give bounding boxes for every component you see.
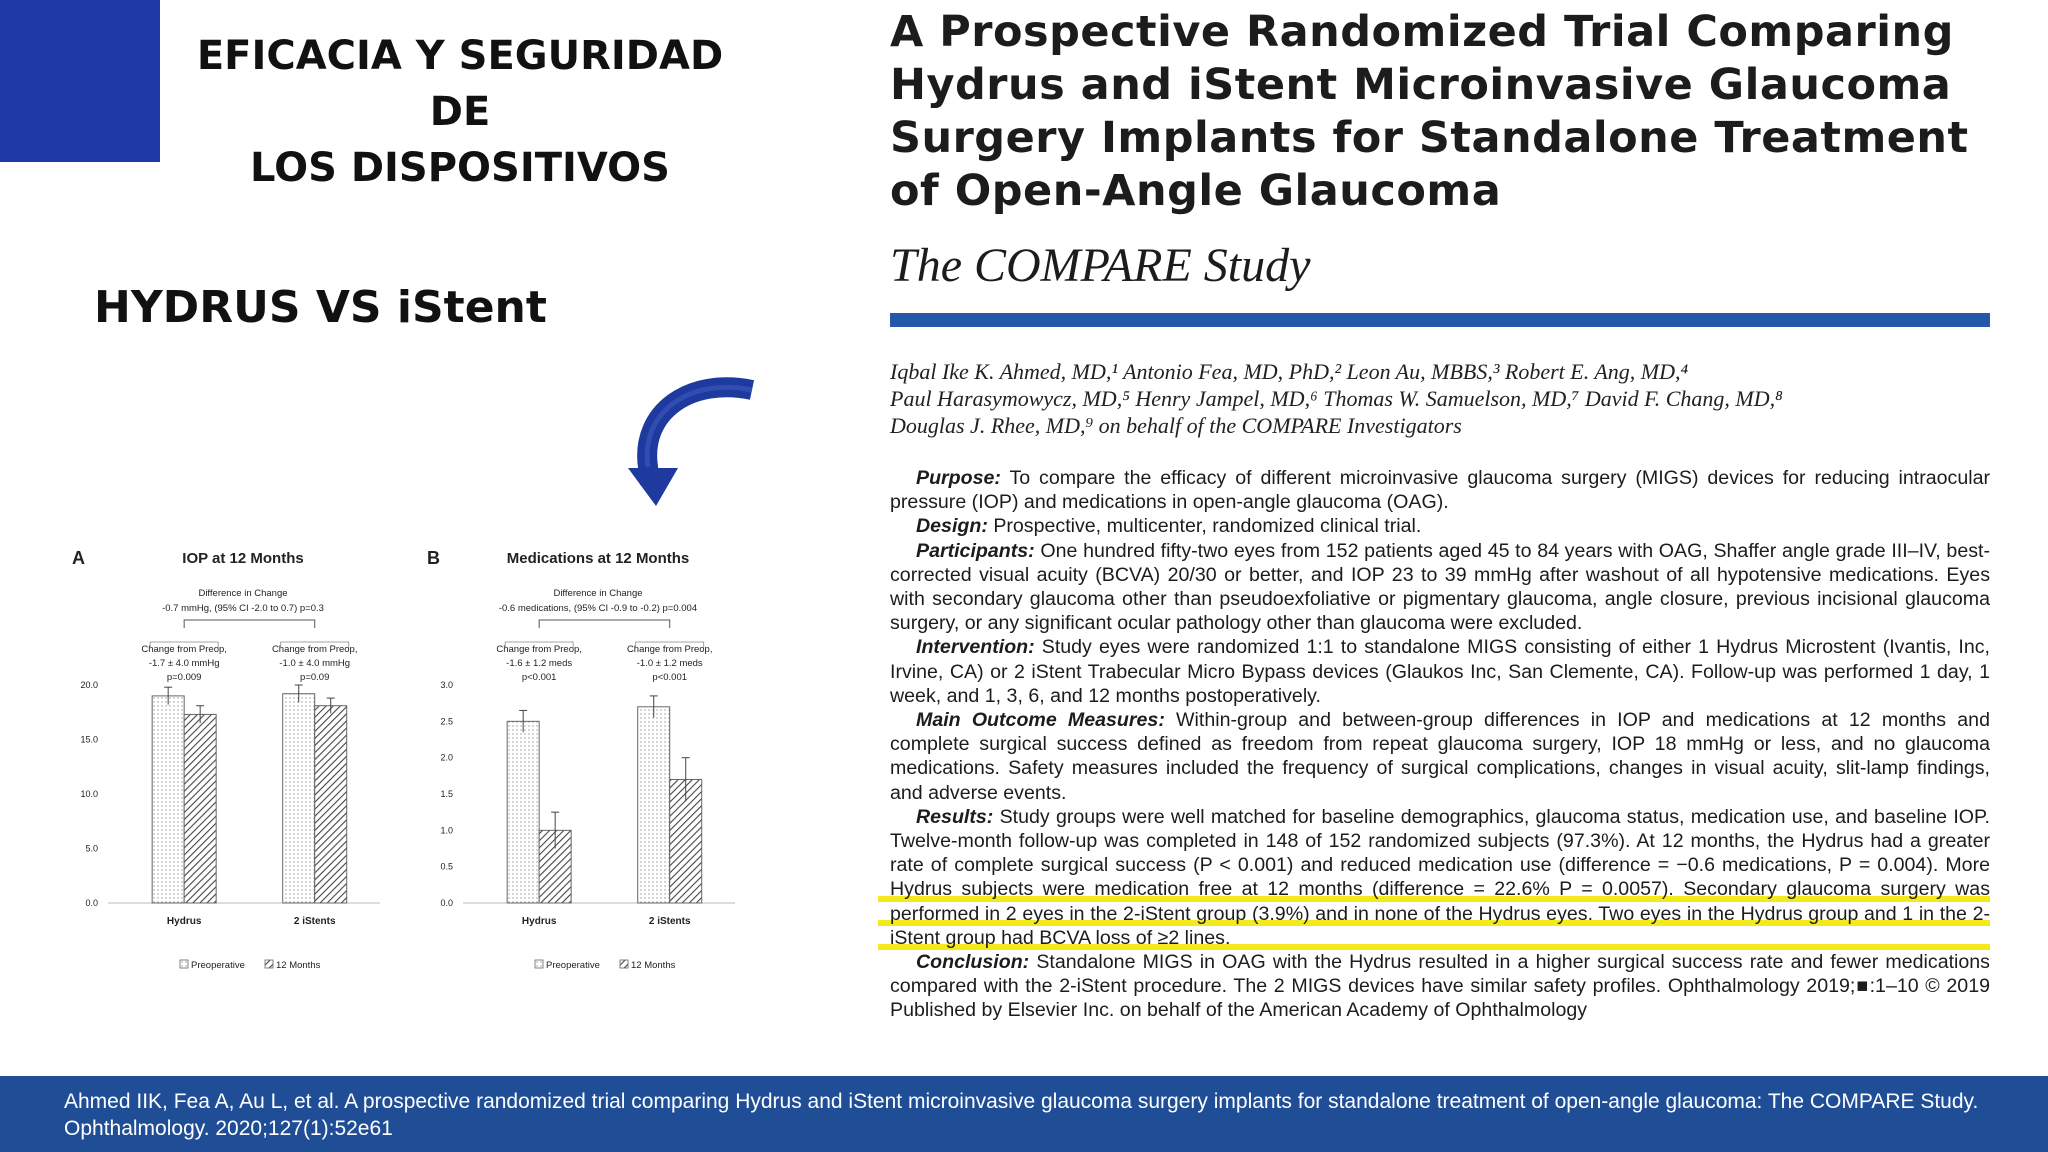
change-annotation: Change from Preop,: [496, 644, 582, 655]
abstract-text: To compare the efficacy of different microinvasive glaucoma surgery (MIGS) devices for reducing intraocular pressure (IOP) and medications in open-angle glaucoma (OAG).: [890, 467, 1990, 514]
legend-swatch: [620, 960, 628, 968]
y-tick-label: 5.0: [85, 843, 98, 854]
y-tick-label: 2.0: [440, 752, 453, 763]
bar-12-months: [315, 706, 347, 903]
y-tick-label: 0.0: [440, 898, 453, 908]
abstract-section: [890, 805, 1990, 950]
abstract-text: Prospective, multicenter, randomized clinical trial.: [993, 515, 1422, 538]
author-line: Paul Harasymowycz, MD,⁵ Henry Jampel, MD,⁶ Thomas W. Samuelson, MD,⁷ David F. Chang, MD,⁸: [890, 386, 1783, 411]
abstract-label: Conclusion:: [916, 951, 1030, 974]
abstract-text: Within-group and between-group differences in IOP and medications at 12 months and complete surgical success defined as freedom from repeat glaucoma surgery, IOP 18 mmHg or less, and no glaucoma medications. Safety measures included the frequency of surgical complications, changes in visual acuity, slit-lamp findings, and adverse events.: [890, 709, 1990, 804]
abstract-section: [890, 514, 1990, 538]
category-label: 2 iStents: [293, 916, 336, 927]
abstract-label: Participants:: [916, 539, 1035, 562]
abstract-section: [890, 708, 1990, 805]
paper-subtitle: The COMPARE Study: [890, 239, 1311, 292]
bar-preoperative: [638, 707, 670, 903]
paper-title-line: Surgery Implants for Standalone Treatment: [890, 113, 1969, 163]
chart-svg: [415, 540, 745, 980]
legend-label: Preoperative: [546, 960, 600, 971]
difference-value: -0.6 medications, (95% CI -0.9 to -0.2) p=0.004: [498, 603, 698, 614]
change-annotation: Change from Preop,: [271, 644, 358, 655]
abstract-section: [890, 466, 1990, 514]
paper-divider: [890, 313, 1990, 327]
y-tick-label: 3.0: [440, 680, 453, 690]
comparison-subtitle: HYDRUS VS iStent: [94, 282, 547, 333]
abstract-label: Design:: [916, 515, 988, 538]
y-tick-label: 1.0: [440, 825, 453, 836]
change-annotation: p=0.09: [300, 672, 330, 683]
legend-label: Preoperative: [191, 960, 245, 971]
curved-arrow-icon: [620, 372, 770, 522]
bar-preoperative: [283, 694, 315, 903]
bar-preoperative: [152, 696, 184, 903]
slide-title-line: EFICACIA Y SEGURIDAD DE: [196, 33, 724, 135]
author-list: [890, 358, 2010, 439]
author-line: Douglas J. Rhee, MD,⁹ on behalf of the COMPARE Investigators: [890, 413, 1462, 438]
change-annotation: p<0.001: [652, 672, 688, 683]
change-annotation: -1.7 ± 4.0 mmHg: [148, 658, 220, 669]
category-label: Hydrus: [166, 916, 202, 927]
slide-title: [160, 28, 760, 196]
bar-12-months: [184, 714, 216, 903]
slide-title-line: LOS DISPOSITIVOS: [250, 145, 670, 191]
y-tick-label: 1.5: [440, 789, 453, 799]
accent-block: [0, 0, 160, 162]
abstract-label: Purpose:: [916, 467, 1001, 489]
change-annotation: Change from Preop,: [141, 644, 227, 655]
abstract-section: [890, 950, 1990, 1023]
paper-title: [890, 6, 2000, 218]
abstract-text: Study groups were well matched for baseline demographics, glaucoma status, medication use, and baseline IOP. Twelve-month follow-up was completed in 148 of 152 randomized subjects (97.3%). At 12 months, the Hydrus had a greater rate of complete surgical success (P < 0.001) and reduced medication use (difference = −0.6 medications, P = 0.004). More Hydrus subjects were medication free at 12 months (difference = 22.6% P = 0.0057). Secondary glaucoma surgery was performed in 2 eyes in the 2-iStent group (3.9%) and in none of the Hydrus eyes. Two eyes in the Hydrus group and 1 in the 2-iStent group had BCVA loss of ≥2 lines.: [890, 805, 1990, 949]
category-label: 2 iStents: [648, 916, 691, 927]
iop-chart: [60, 540, 390, 980]
bar-preoperative: [507, 721, 539, 903]
paper-title-line: Hydrus and iStent Microinvasive Glaucoma: [890, 60, 1952, 110]
abstract-text: Standalone MIGS in OAG with the Hydrus resulted in a higher surgical success rate and fewer medications compared with the 2-iStent procedure. The 2 MIGS devices have similar safety profiles. Ophthalmology 2019;■:1–10 © 2019 Published by Elsevier Inc. on behalf of the American Academy of Ophthalmology: [890, 951, 1990, 1022]
legend-swatch: [180, 960, 188, 968]
author-line: Iqbal Ike K. Ahmed, MD,¹ Antonio Fea, MD, PhD,² Leon Au, MBBS,³ Robert E. Ang, MD,⁴: [890, 359, 1689, 384]
panel-letter: A: [72, 548, 85, 568]
abstract-section: [890, 539, 1990, 636]
y-tick-label: 2.5: [440, 716, 453, 727]
y-tick-label: 0.0: [85, 898, 98, 908]
abstract: [890, 466, 1990, 1023]
legend-label: 12 Months: [631, 960, 676, 971]
paper-title-line: A Prospective Randomized Trial Comparing: [890, 7, 1954, 57]
legend-swatch: [535, 960, 543, 968]
abstract-text: One hundred fifty-two eyes from 152 patients aged 45 to 84 years with OAG, Shaffer angle grade III–IV, best-corrected visual acuity (BCVA) 20/30 or better, and IOP 23 to 39 mmHg after washout of all hypotensive medications. Eyes with secondary glaucoma other than pseudoexfoliative or pigmentary glaucoma, angle closure, previous incisional glaucoma surgery, or any significant ocular pathology other than glaucoma were excluded.: [890, 539, 1990, 635]
abstract-label: Intervention:: [916, 636, 1035, 659]
citation-footer: [0, 1076, 2048, 1152]
paper-title-line: of Open-Angle Glaucoma: [890, 166, 1502, 216]
legend-swatch: [265, 960, 273, 968]
category-label: Hydrus: [521, 916, 557, 927]
difference-value: -0.7 mmHg, (95% CI -2.0 to 0.7) p=0.3: [162, 603, 324, 614]
y-tick-label: 0.5: [440, 861, 453, 872]
comparison-bracket: [184, 620, 315, 628]
difference-label: Difference in Change: [553, 588, 643, 599]
change-annotation: -1.0 ± 4.0 mmHg: [279, 658, 351, 669]
abstract-text: Study eyes were randomized 1:1 to standalone MIGS consisting of either 1 Hydrus Microstent (Ivantis, Inc, Irvine, CA) or 2 iStent Trabecular Micro Bypass devices (Glaukos Inc, San Clemente, CA). Follow-up was performed 1 day, 1 week, and 1, 3, 6, and 12 months postoperatively.: [890, 636, 1990, 707]
y-tick-label: 10.0: [80, 789, 98, 799]
chart-svg: [60, 540, 390, 980]
change-annotation: Change from Preop,: [626, 644, 713, 655]
chart-title: Medications at 12 Months: [506, 550, 690, 567]
abstract-label: Main Outcome Measures:: [916, 709, 1165, 732]
chart-title: IOP at 12 Months: [182, 550, 304, 567]
legend-label: 12 Months: [276, 960, 321, 971]
abstract-section: [890, 635, 1990, 708]
change-annotation: p=0.009: [166, 672, 202, 683]
change-annotation: -1.6 ± 1.2 meds: [506, 658, 573, 669]
panel-letter: B: [427, 548, 440, 568]
medications-chart: [415, 540, 745, 980]
abstract-label: Results:: [916, 805, 994, 828]
difference-label: Difference in Change: [198, 588, 288, 599]
change-annotation: -1.0 ± 1.2 meds: [636, 658, 703, 669]
y-tick-label: 15.0: [80, 734, 98, 745]
citation-text: Ahmed IIK, Fea A, Au L, et al. A prospective randomized trial comparing Hydrus and iStent microinvasive glaucoma surgery implants for standalone treatment of open-angle glaucoma: The COMPARE Study. Ophthalmology. 2020;127(1):52e61: [64, 1090, 1979, 1140]
change-annotation: p<0.001: [521, 672, 557, 683]
y-tick-label: 20.0: [80, 680, 98, 690]
comparison-bracket: [539, 620, 670, 628]
